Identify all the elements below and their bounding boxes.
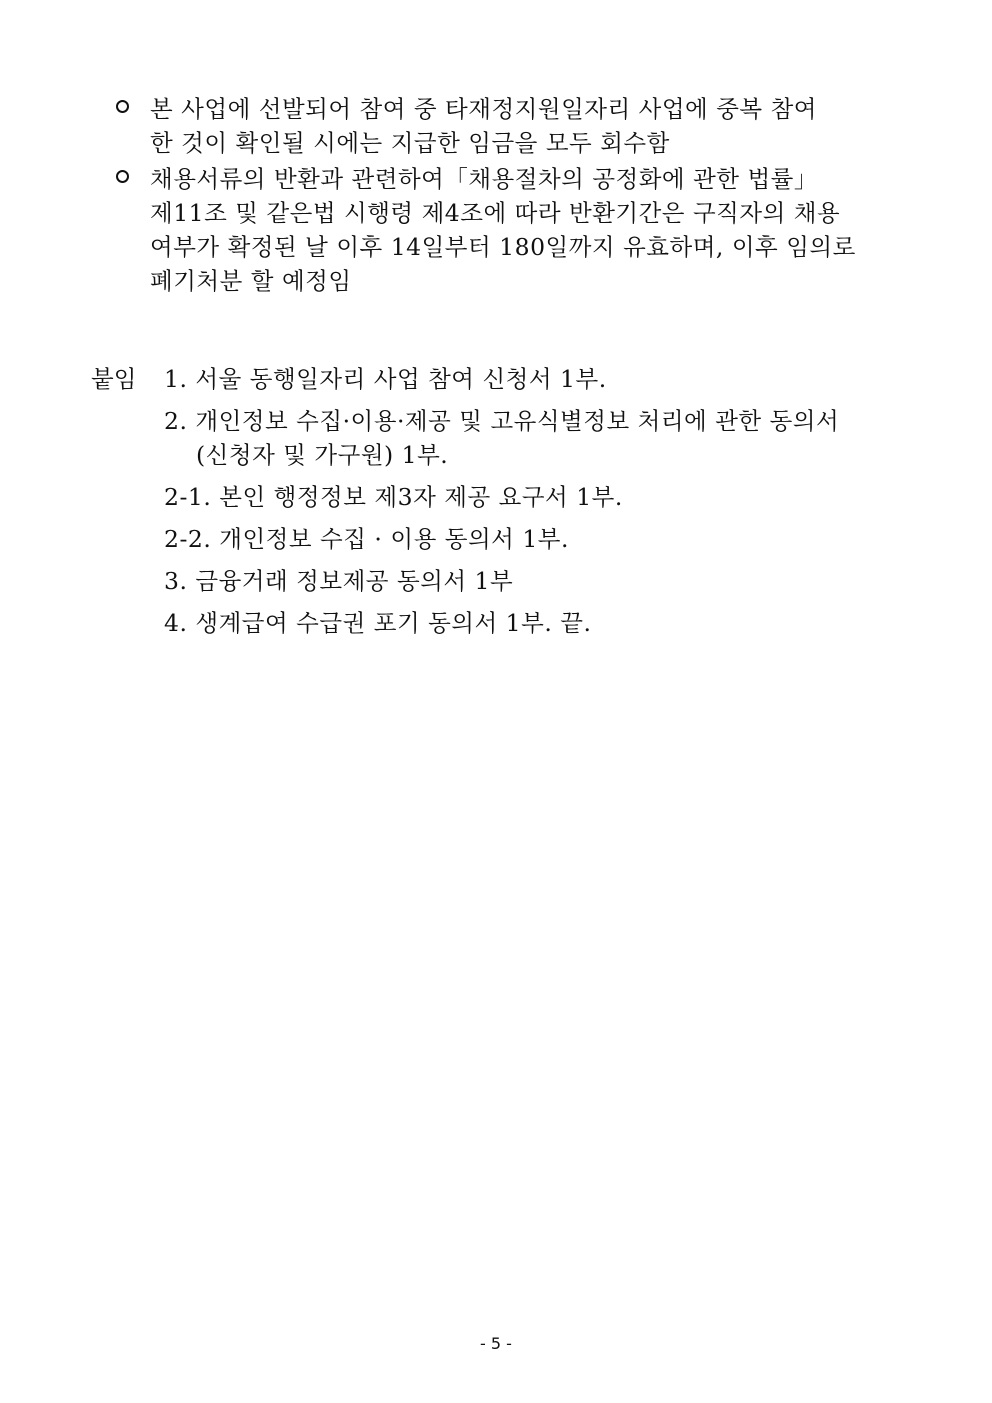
- attachments-label: 붙임: [91, 365, 137, 393]
- bullet-line: 본 사업에 선발되어 참여 중 타재정지원일자리 사업에 중복 참여: [150, 95, 817, 123]
- bullet-line: 폐기처분 할 예정임: [150, 267, 352, 295]
- attachment-item-4: 4. 생계급여 수급권 포기 동의서 1부. 끝.: [164, 609, 592, 637]
- attachment-item-2-2: 2-2. 개인정보 수집 · 이용 동의서 1부.: [164, 525, 569, 553]
- page-number: - 5 -: [480, 1334, 512, 1353]
- attachment-item-2-continued: (신청자 및 가구원) 1부.: [196, 441, 449, 469]
- bullet-line: 채용서류의 반환과 관련하여「채용절차의 공정화에 관한 법률」: [150, 165, 818, 193]
- bullet-line: 한 것이 확인될 시에는 지급한 임금을 모두 회수함: [150, 129, 670, 157]
- attachment-item-3: 3. 금융거래 정보제공 동의서 1부: [164, 567, 514, 595]
- circle-bullet-icon: [116, 100, 129, 113]
- circle-bullet-icon: [116, 170, 129, 183]
- bullet-line: 여부가 확정된 날 이후 14일부터 180일까지 유효하며, 이후 임의로: [150, 233, 856, 261]
- bullet-line: 제11조 및 같은법 시행령 제4조에 따라 반환기간은 구직자의 채용: [150, 199, 841, 227]
- attachment-item-2-1: 2-1. 본인 행정정보 제3자 제공 요구서 1부.: [164, 483, 623, 511]
- attachment-item-2: 2. 개인정보 수집·이용·제공 및 고유식별정보 처리에 관한 동의서: [164, 407, 840, 435]
- attachment-item-1: 1. 서울 동행일자리 사업 참여 신청서 1부.: [164, 365, 607, 393]
